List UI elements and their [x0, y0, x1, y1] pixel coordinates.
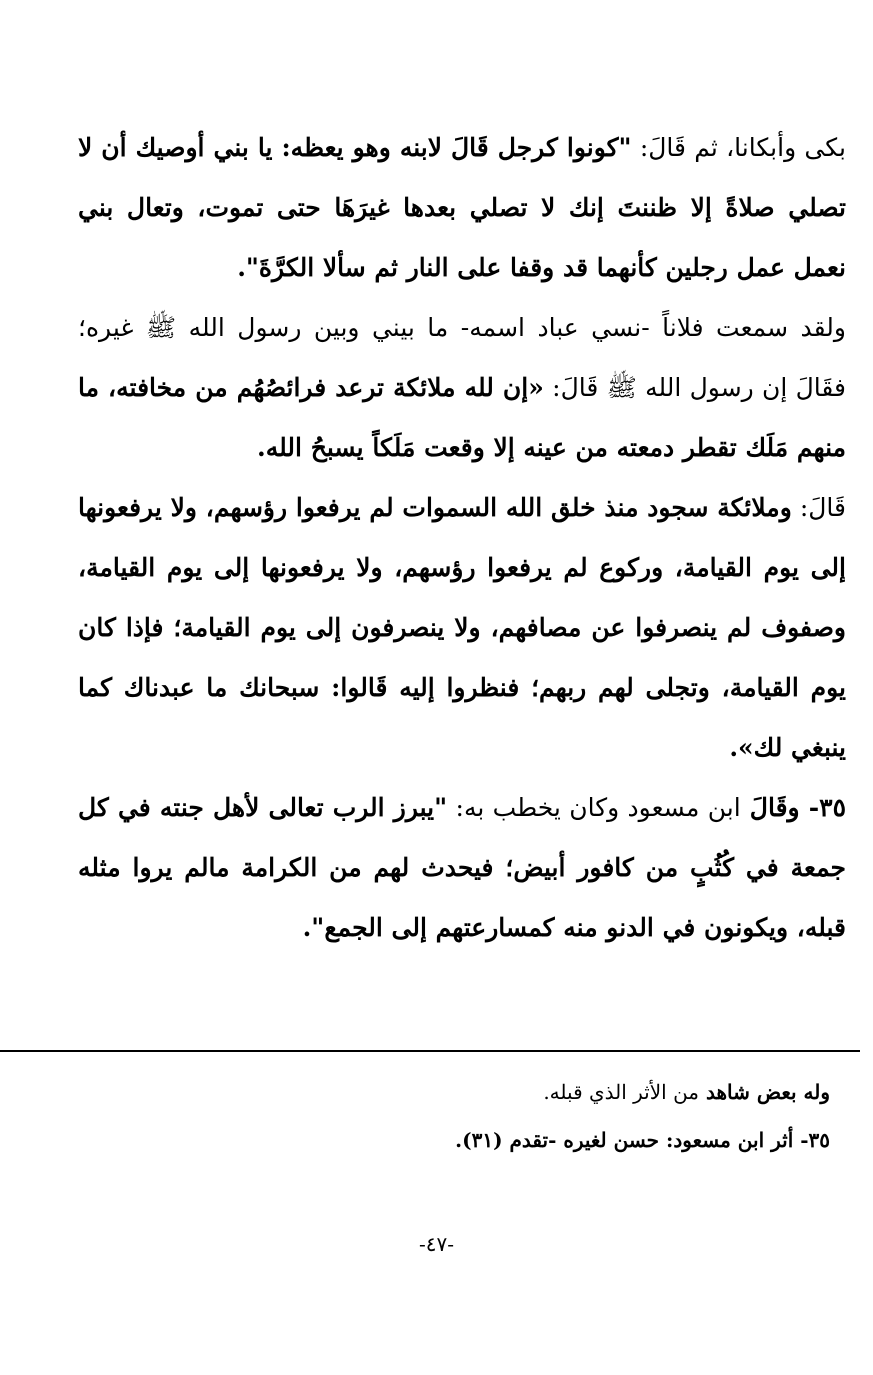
paragraph-4-number: ٣٥-: [799, 793, 846, 822]
paragraph-4-intro: ابن مسعود وكان يخطب به:: [447, 793, 741, 822]
paragraph-1-intro: بكى وأبكانا، ثم قَالَ:: [631, 133, 847, 162]
page-number: -٤٧-: [418, 1232, 454, 1256]
paragraph-3: [78, 478, 846, 778]
paragraph-2-intro: ولقد سمعت فلاناً -نسي عباد اسمه- ما بيني وبين رسول الله ﷺ غيره؛ فقَالَ إن رسول الله ﷺ قَالَ:: [78, 313, 847, 402]
footnote-divider: [0, 1050, 860, 1052]
footnote-1: [78, 1068, 830, 1116]
footnote-1-bold: وله بعض شاهد: [699, 1080, 830, 1104]
paragraph-1: [78, 118, 846, 298]
footnote-2: [78, 1116, 830, 1164]
paragraph-3-body: وملائكة سجود منذ خلق الله السموات لم يرفعوا رؤسهم، ولا يرفعونها إلى يوم القيامة، وركوع لم يرفعوا رؤسهم، ولا يرفعونها إلى يوم القيامة، وصفوف لم ينصرفوا عن مصافهم، ولا ينصرفون إلى يوم القيامة؛ فإذا كان يوم القيامة، وتجلى لهم ربهم؛ فنظروا إليه قَالوا: سبحانك ما عبدناك كما ينبغي لك».: [78, 493, 846, 762]
paragraph-4-body: "يبرز الرب تعالى لأهل جنته في كل جمعة في كُثُبٍ من كافور أبيض؛ فيحدث لهم من الكرامة مالم يروا مثله قبله، ويكونون في الدنو منه كمسارعتهم إلى الجمع".: [78, 793, 846, 942]
footnotes: [78, 1068, 830, 1164]
paragraph-2-body: «إن لله ملائكة ترعد فرائصُهُم من مخافته، ما منهم مَلَك تقطر دمعته من عينه إلا وقعت مَلَكاً يسبحُ الله.: [78, 373, 846, 462]
paragraph-4-lead: وقَالَ: [740, 793, 800, 822]
paragraph-3-intro: قَالَ:: [791, 493, 846, 522]
paragraph-1-body: "كونوا كرجل قَالَ لابنه وهو يعظه: يا بني أوصيك أن لا تصلي صلاةً إلا ظننتَ إنك لا تصلي بعدها غيرَهَا حتى تموت، وتعال بني نعمل عمل رجلين كأنهما قد وقفا على النار ثم سألا الكرَّةَ".: [78, 133, 846, 282]
main-text: [78, 118, 846, 958]
footnote-1-normal: من الأثر الذي قبله.: [543, 1080, 700, 1104]
footnote-2-bold: ٣٥- أثر ابن مسعود: حسن لغيره -تقدم (٣١).: [455, 1128, 830, 1152]
paragraph-2: [78, 298, 846, 478]
paragraph-4: [78, 778, 846, 958]
